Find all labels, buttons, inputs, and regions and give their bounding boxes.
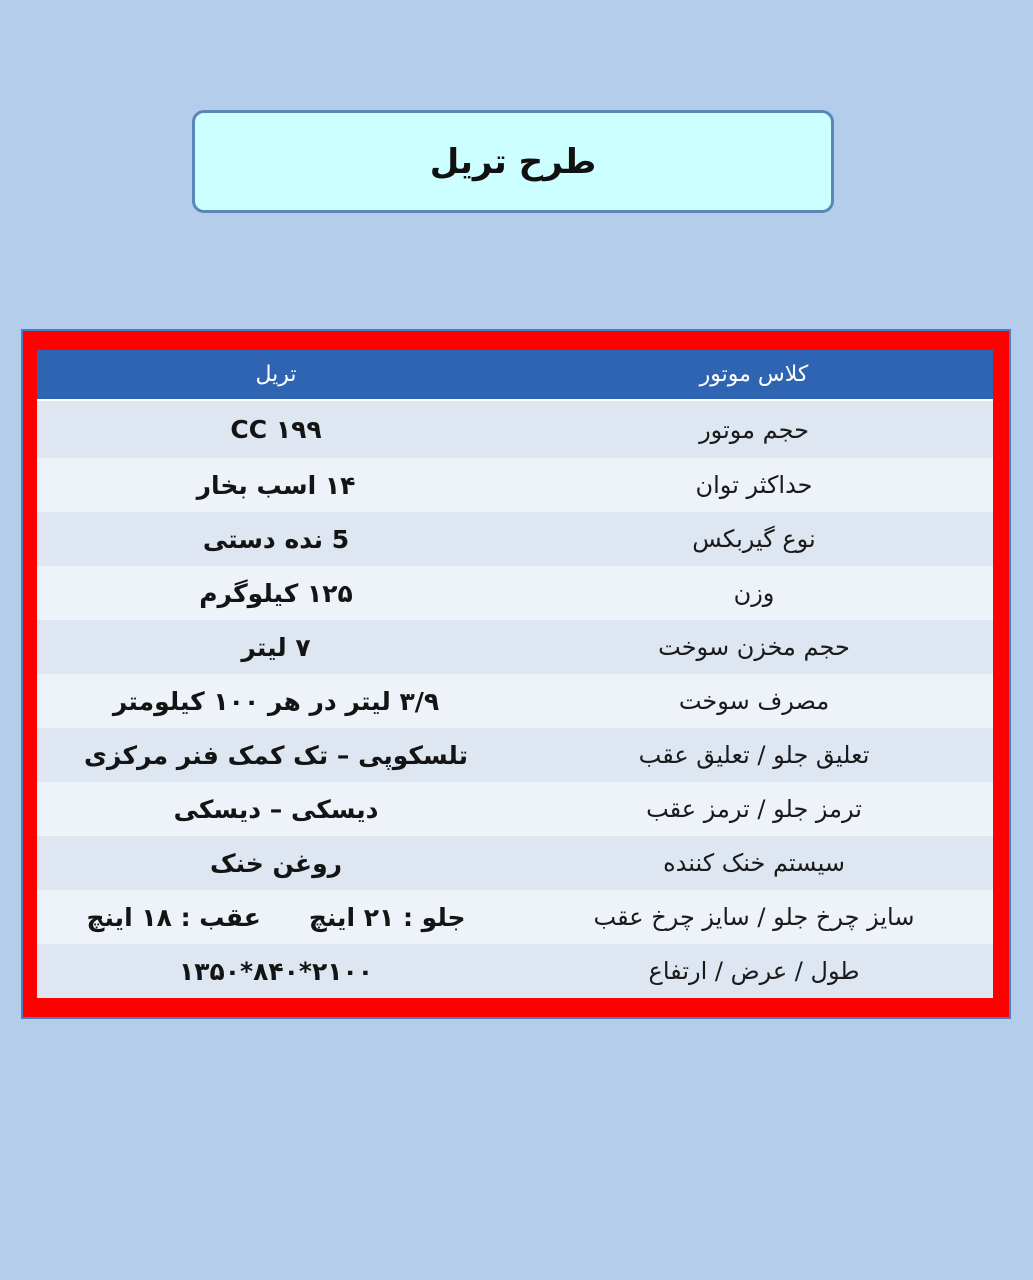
table-row — [37, 836, 993, 890]
table-header — [37, 350, 993, 401]
table-row — [37, 512, 993, 566]
row-spec-fuel-consumption: مصرف سوخت — [678, 687, 830, 715]
row-spec-max-power: حداکثر توان — [695, 471, 813, 499]
wheel-rear-size: عقب : ۱۸ اینچ — [86, 902, 261, 932]
row-spec-engine-volume: حجم موتور — [699, 415, 809, 444]
row-value-fuel-tank: ۷ لیتر — [241, 632, 311, 662]
table-row — [37, 782, 993, 836]
page-title: طرح تریل — [429, 141, 597, 182]
table-row — [37, 890, 993, 944]
row-value-fuel-consumption: ۳/۹ لیتر در هر ۱۰۰ کیلومتر — [112, 686, 440, 716]
row-spec-dimensions: طول / عرض / ارتفاع — [648, 957, 860, 985]
table-row — [37, 944, 993, 998]
row-spec-wheel-size: سایز چرخ جلو / سایز چرخ عقب — [593, 903, 915, 931]
table-row — [37, 728, 993, 782]
table-row — [37, 566, 993, 620]
row-spec-cooling: سیستم خنک کننده — [663, 849, 845, 877]
table-row — [37, 458, 993, 512]
row-spec-gearbox: نوع گیربکس — [692, 525, 816, 553]
spec-table — [37, 350, 993, 998]
row-value-gearbox: 5 نده دستی — [202, 524, 350, 554]
row-value-brakes: دیسکی – دیسکی — [173, 794, 379, 824]
row-spec-fuel-tank: حجم مخزن سوخت — [658, 633, 850, 661]
header-spec: کلاس موتور — [699, 362, 809, 387]
wheel-front-size: جلو : ۲۱ اینچ — [308, 902, 466, 932]
row-value-suspension: تلسکوپی – تک کمک فنر مرکزی — [84, 740, 468, 770]
row-value-max-power: ۱۴ اسب بخار — [196, 470, 356, 500]
header-value: تریل — [255, 362, 297, 387]
row-spec-suspension: تعلیق جلو / تعلیق عقب — [638, 741, 870, 769]
table-row — [37, 401, 993, 458]
row-value-weight: ۱۲۵ کیلوگرم — [199, 578, 353, 608]
row-value-cooling: روغن خنک — [209, 848, 343, 878]
table-row — [37, 674, 993, 728]
table-row — [37, 620, 993, 674]
row-spec-weight: وزن — [733, 579, 775, 607]
row-spec-brakes: ترمز جلو / ترمز عقب — [646, 795, 862, 823]
row-value-dimensions: ۲۱۰۰*۸۴۰*۱۳۵۰ — [178, 956, 374, 986]
row-value-wheel-size — [37, 890, 515, 944]
title-box — [192, 110, 834, 213]
row-value-engine-volume: ۱۹۹ CC — [230, 415, 322, 444]
